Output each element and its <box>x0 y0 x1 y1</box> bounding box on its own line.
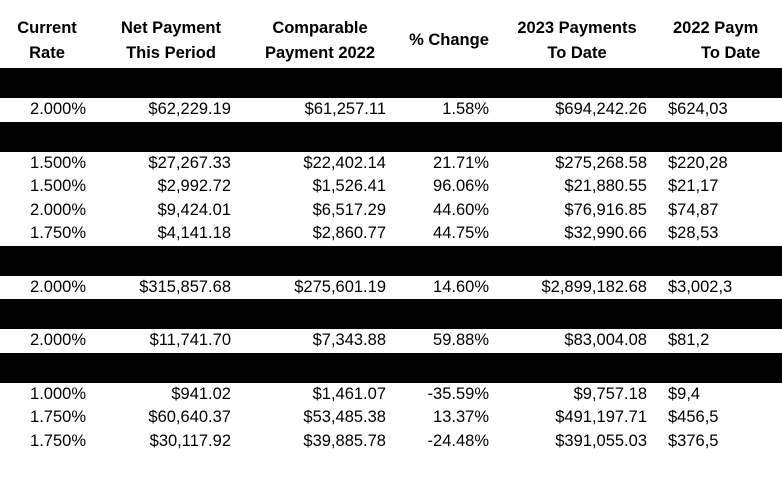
ytd-2023-cell: $83,004.08 <box>564 331 647 349</box>
comparable-payment-cell: $39,885.78 <box>303 431 386 450</box>
header-text: Rate <box>29 43 65 62</box>
header-text: 2023 Payments <box>517 18 637 37</box>
rate-cell: 1.750% <box>30 224 86 242</box>
comparable-payment-cell: $1,461.07 <box>312 384 386 403</box>
comparable-payment-cell: $2,860.77 <box>312 224 386 242</box>
net-payment-cell: $941.02 <box>171 384 231 403</box>
percent-change-cell: 44.75% <box>433 224 489 242</box>
net-payment-cell: $30,117.92 <box>149 431 231 450</box>
table-row <box>0 430 782 454</box>
ytd-2023-cell: $491,197.71 <box>555 408 647 426</box>
payments-table <box>0 13 782 453</box>
group-band <box>0 299 782 329</box>
table-row <box>0 329 782 353</box>
rate-cell: 2.000% <box>30 331 86 349</box>
percent-change-cell: 1.58% <box>442 100 489 118</box>
rate-cell: 1.750% <box>30 408 86 426</box>
net-payment-cell: $11,741.70 <box>149 331 231 349</box>
rate-cell: 1.500% <box>30 153 86 172</box>
group-band <box>0 122 782 152</box>
header-current-rate <box>0 13 102 68</box>
percent-change-cell: 44.60% <box>433 200 489 219</box>
ytd-2023-cell: $32,990.66 <box>564 224 647 242</box>
percent-change-cell: 59.88% <box>433 331 489 349</box>
ytd-2022-cell: $9,4 <box>668 384 701 403</box>
comparable-payment-cell: $7,343.88 <box>312 331 386 349</box>
net-payment-cell: $9,424.01 <box>157 200 231 219</box>
table-row <box>0 222 782 246</box>
comparable-payment-cell: $1,526.41 <box>312 177 386 195</box>
group-band-fill <box>0 353 782 383</box>
rate-cell: 1.500% <box>30 177 86 195</box>
comparable-payment-cell: $61,257.11 <box>304 100 386 118</box>
rate-cell: 2.000% <box>30 100 86 118</box>
header-2022-payments-to-date <box>656 13 782 68</box>
rate-cell: 2.000% <box>30 277 86 296</box>
ytd-2023-cell: $694,242.26 <box>555 100 647 118</box>
header-text: Comparable <box>272 18 368 37</box>
ytd-2022-cell: $74,87 <box>668 200 719 219</box>
percent-change-cell: 96.06% <box>433 177 489 195</box>
header-row <box>0 13 782 68</box>
ytd-2022-cell: $456,5 <box>668 408 719 426</box>
comparable-payment-cell: $53,485.38 <box>303 408 386 426</box>
table-row <box>0 383 782 407</box>
comparable-payment-cell: $22,402.14 <box>303 153 386 172</box>
table-row <box>0 276 782 300</box>
header-comparable-payment <box>240 13 400 68</box>
ytd-2023-cell: $275,268.58 <box>555 153 647 172</box>
group-band <box>0 68 782 98</box>
group-band-fill <box>0 246 782 276</box>
net-payment-cell: $2,992.72 <box>157 177 231 195</box>
group-band-fill <box>0 122 782 152</box>
net-payment-cell: $315,857.68 <box>139 277 231 296</box>
table-row <box>0 152 782 176</box>
ytd-2022-cell: $3,002,3 <box>668 277 733 296</box>
header-text: % Change <box>409 31 489 49</box>
percent-change-cell: 13.37% <box>433 408 489 426</box>
ytd-2023-cell: $21,880.55 <box>564 177 647 195</box>
header-text: Payment 2022 <box>264 43 376 62</box>
group-band <box>0 246 782 276</box>
net-payment-cell: $60,640.37 <box>148 408 231 426</box>
group-band-fill <box>0 68 782 98</box>
rate-cell: 2.000% <box>30 200 86 219</box>
percent-change-cell: 14.60% <box>433 277 489 296</box>
ytd-2022-cell: $21,17 <box>668 177 719 195</box>
ytd-2023-cell: $391,055.03 <box>555 431 647 450</box>
group-band <box>0 353 782 383</box>
net-payment-cell: $27,267.33 <box>148 153 231 172</box>
comparable-payment-cell: $275,601.19 <box>294 277 386 296</box>
table-row <box>0 199 782 223</box>
comparable-payment-cell: $6,517.29 <box>312 200 386 219</box>
header-text: Net Payment <box>121 18 221 37</box>
ytd-2022-cell: $28,53 <box>668 224 719 242</box>
rate-cell: 1.750% <box>30 431 86 450</box>
header-text: This Period <box>126 43 216 62</box>
percent-change-cell: -35.59% <box>427 384 489 403</box>
ytd-2022-cell: $376,5 <box>668 431 719 450</box>
table-row <box>0 175 782 199</box>
net-payment-cell: $62,229.19 <box>148 100 231 118</box>
table-row <box>0 406 782 430</box>
ytd-2022-cell: $624,03 <box>668 100 728 118</box>
header-text: To Date <box>547 43 607 62</box>
percent-change-cell: 21.71% <box>433 153 489 172</box>
header-percent-change <box>400 13 498 68</box>
header-text: To Date <box>701 43 761 62</box>
group-band-fill <box>0 299 782 329</box>
header-text: Current <box>17 18 77 37</box>
ytd-2022-cell: $220,28 <box>668 153 728 172</box>
table-row <box>0 98 782 122</box>
ytd-2023-cell: $2,899,182.68 <box>541 277 647 296</box>
header-2023-payments-to-date <box>498 13 656 68</box>
net-payment-cell: $4,141.18 <box>157 224 231 242</box>
table-body <box>0 68 782 453</box>
ytd-2023-cell: $76,916.85 <box>564 200 647 219</box>
header-net-payment <box>102 13 240 68</box>
percent-change-cell: -24.48% <box>427 431 489 450</box>
rate-cell: 1.000% <box>30 384 86 403</box>
ytd-2022-cell: $81,2 <box>668 331 710 349</box>
header-text: 2022 Paym <box>673 18 759 37</box>
ytd-2023-cell: $9,757.18 <box>573 384 647 403</box>
